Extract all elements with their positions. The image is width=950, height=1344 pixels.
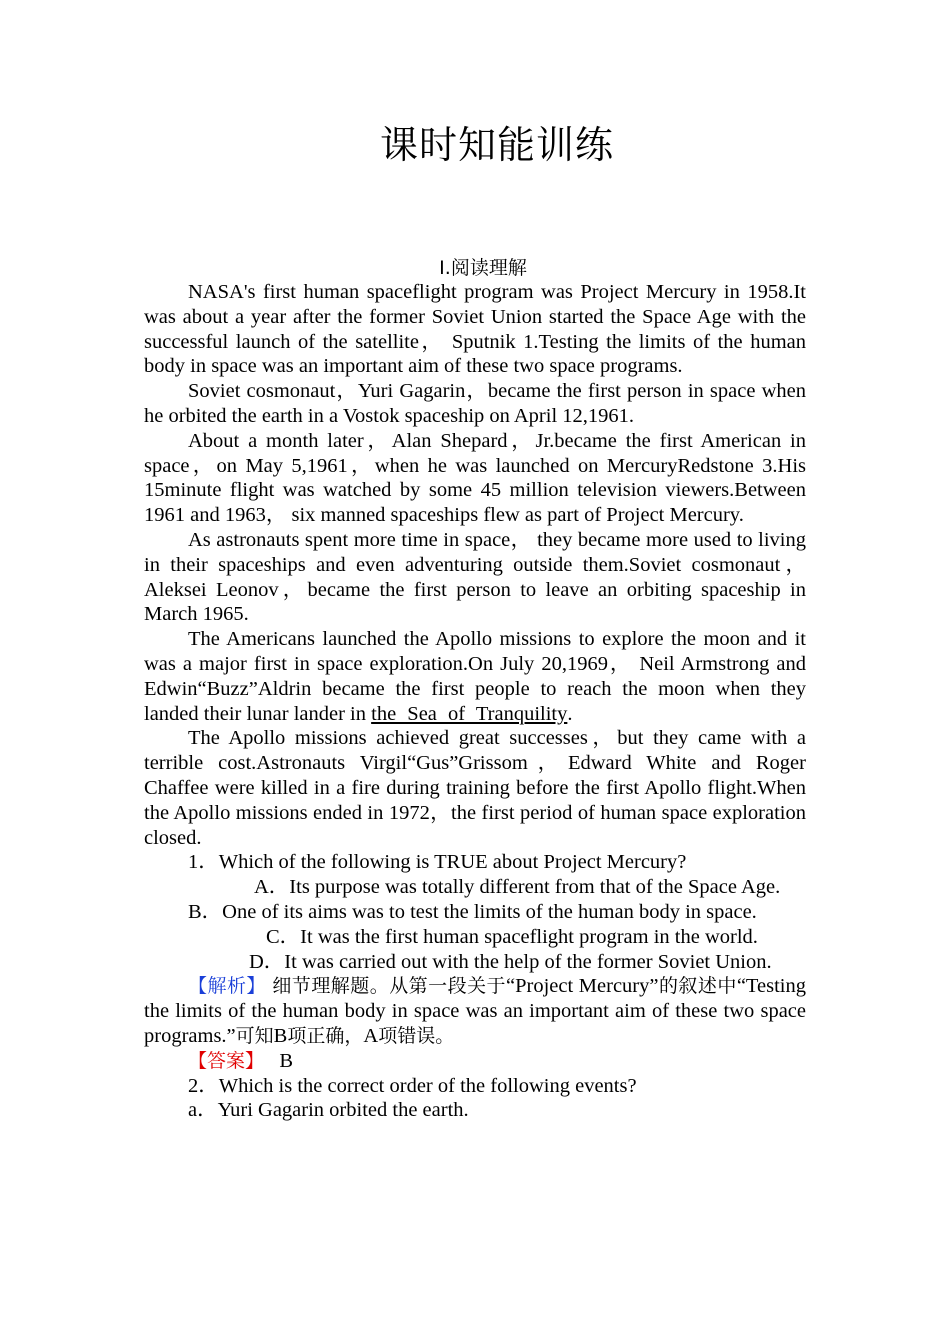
event-item: a．Yuri Gagarin orbited the earth. bbox=[188, 1099, 469, 1122]
analysis-text: 细节理解题。从第一段关于 bbox=[265, 975, 507, 998]
option-d: D．It was carried out with the help of the former Soviet Union. bbox=[249, 950, 772, 973]
document-body bbox=[144, 280, 806, 1123]
analysis-letter: A bbox=[363, 1024, 379, 1047]
question-stem: 1．Which of the following is TRUE about Project Mercury? bbox=[188, 851, 687, 874]
passage-paragraph: As astronauts spent more time in space， they became more used to living in their spaceships and even adventuring outside them.Soviet cosmonaut，Aleksei Leonov，became the first person to leave an orbiting spaceship in March 1965. bbox=[144, 528, 806, 626]
analysis-text: 可知 bbox=[235, 1024, 274, 1047]
analysis-quote: “Project Mercury” bbox=[506, 975, 659, 998]
page-title: 课时知能训练 bbox=[379, 123, 614, 167]
analysis-label: 【解析】 bbox=[188, 975, 266, 998]
option-c: C．It was the first human spaceflight program in the world. bbox=[266, 925, 758, 948]
analysis-quote: “Testing the limits of the human body in space was an important aim of these two space programs.” bbox=[144, 975, 806, 1047]
analysis-text: 项错误。 bbox=[378, 1024, 455, 1047]
passage-paragraph bbox=[144, 627, 806, 726]
passage-paragraph: About a month later，Alan Shepard，Jr.became the first American in space，on May 5,1961，when he was launched on MercuryRedstone 3.His 15minute flight was watched by some 45 million television viewers.Between 1961 and 1963， six manned spaceships flew as part of Project Mercury. bbox=[144, 429, 806, 527]
passage-text: The Americans launched the Apollo missions to explore the moon and it was a major first in space exploration.On July 20,1969， Neil Armstrong and Edwin“Buzz”Aldrin became the first people to reach the moon when they landed their lunar lander in bbox=[144, 628, 806, 725]
analysis-text: 的叙述中 bbox=[658, 975, 737, 998]
passage-text: . bbox=[567, 702, 573, 725]
analysis-paragraph bbox=[144, 974, 806, 1048]
analysis-text: 项正确， bbox=[287, 1024, 364, 1047]
option-a: A．Its purpose was totally different from that of the Space Age. bbox=[254, 876, 781, 899]
analysis-letter: B bbox=[273, 1024, 288, 1047]
option-b: B．One of its aims was to test the limits of the human body in space. bbox=[188, 900, 757, 923]
passage-paragraph: Soviet cosmonaut，Yuri Gagarin，became the first person in space when he orbited the earth in a Vostok spaceship on April 12,1961. bbox=[144, 380, 806, 427]
answer-line bbox=[144, 1049, 806, 1074]
answer-label: 【答案】 bbox=[188, 1049, 265, 1072]
section-heading: Ⅰ.阅读理解 bbox=[439, 257, 527, 279]
passage-paragraph: NASA's first human spaceflight program was Project Mercury in 1958.It was about a year after the former Soviet Union started the Space Age with the successful launch of the satellite， Sputnik 1.Testing the limits of the human body in space was an important aim of these two space programs. bbox=[144, 281, 806, 378]
passage-paragraph: The Apollo missions achieved great successes，but they came with a terrible cost.Astronauts Virgil“Gus”Grissom，Edward White and Roger Chaffee were killed in a fire during training before the first Apollo flight.When the Apollo missions ended in 1972，the first period of human space exploration closed. bbox=[144, 727, 806, 849]
answer-value: B bbox=[279, 1049, 294, 1072]
question-stem: 2．Which is the correct order of the following events? bbox=[188, 1074, 637, 1097]
underlined-phrase: the Sea of Tranquility bbox=[371, 702, 568, 725]
